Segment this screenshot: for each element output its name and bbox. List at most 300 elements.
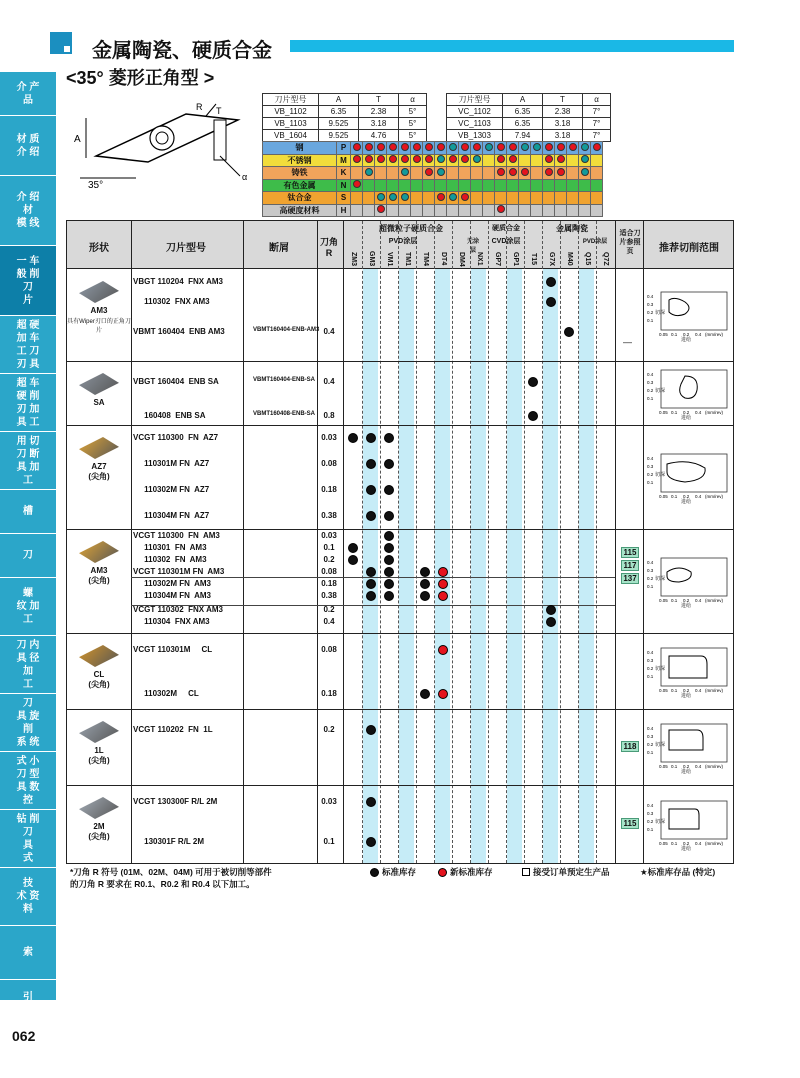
corner-radius: 0.03 (321, 797, 337, 806)
chart-xtick: 0.1 (671, 332, 678, 337)
material-cell (519, 192, 531, 205)
dim-cell: VB_1604 (263, 130, 319, 142)
grade-header: ZM3 (350, 252, 357, 266)
corner-radius: 0.2 (323, 555, 335, 564)
material-cell (447, 142, 459, 155)
stock-dot-icon (420, 591, 430, 601)
chart-xtick: 0.05 (659, 688, 668, 693)
ref-page-badge[interactable]: 118 (621, 741, 639, 752)
red-dot-icon (365, 143, 373, 151)
chart-ytick: 0.4 (647, 803, 654, 808)
material-cell (471, 192, 483, 205)
material-cell (543, 179, 555, 192)
chart-ytick: 0.3 (647, 464, 654, 469)
sidebar-tab[interactable]: 材 质 介 绍 (0, 116, 56, 176)
chart-ytick: 0.2 (647, 472, 654, 477)
table-row[interactable] (67, 591, 733, 603)
material-cell (495, 192, 507, 205)
material-row (263, 154, 603, 167)
material-cell (555, 204, 567, 217)
insert-code: VCGT 110202 FN 1L (133, 725, 213, 734)
material-cell (531, 192, 543, 205)
stock-dot-icon (366, 591, 376, 601)
chart-xtick: 0.2 (683, 598, 690, 603)
dimension-table-vc (446, 93, 611, 142)
dim-cell: 6.35 (503, 118, 543, 130)
sidebar-tab[interactable]: 槽 (0, 490, 56, 534)
table-row[interactable] (67, 433, 733, 445)
chart-xtick: 0.05 (659, 764, 668, 769)
square-icon (522, 868, 530, 876)
chart-xlabel: 进给 (681, 693, 692, 698)
material-cell (483, 179, 495, 192)
material-cell (555, 167, 567, 180)
insert-shape-label: AZ7 (尖角) (88, 462, 110, 481)
teal-dot-icon (449, 193, 457, 201)
red-dot-icon (353, 143, 361, 151)
grade-header: TM4 (422, 252, 429, 266)
material-cell (447, 204, 459, 217)
material-cell (591, 204, 603, 217)
sidebar-tab[interactable]: 一 车 般 削 刀 片 (0, 246, 56, 316)
material-cell (507, 179, 519, 192)
grade-header: Q15 (584, 252, 591, 266)
table-row[interactable] (67, 327, 733, 339)
chart-ytick: 0.2 (647, 576, 654, 581)
chart-xtick: 0.4 (695, 410, 702, 415)
cutting-range-chart (645, 366, 731, 420)
material-cell (363, 142, 375, 155)
workpiece-material-table (262, 141, 603, 217)
section-divider (67, 361, 733, 362)
teal-dot-icon (581, 143, 589, 151)
material-cell (483, 204, 495, 217)
new-stock-dot-icon (438, 591, 448, 601)
material-cell (423, 179, 435, 192)
chart-ytick: 0.1 (647, 584, 654, 589)
chart-xtick: 0.1 (671, 764, 678, 769)
table-row[interactable] (67, 725, 733, 737)
drawing-angle-label: 35° (88, 180, 104, 191)
teal-dot-icon (377, 193, 385, 201)
legend-order (522, 866, 610, 878)
header-cermet-group: 金属陶瓷 (556, 224, 588, 233)
teal-dot-icon (401, 168, 409, 176)
chart-xtick: 0.4 (695, 494, 702, 499)
material-cell (495, 179, 507, 192)
footnote (70, 866, 272, 890)
chart-xlabel: 进给 (681, 415, 692, 420)
header-cermet-pvd-group: PVD涂层 (582, 239, 608, 245)
corner-radius: 0.2 (323, 605, 335, 614)
material-cell (351, 142, 363, 155)
material-cell (519, 204, 531, 217)
ref-page-dash: — (623, 337, 632, 347)
chart-xtick: 0.4 (695, 598, 702, 603)
red-dot-icon (389, 143, 397, 151)
grade-header: DT4 (440, 252, 447, 266)
sidebar-tab[interactable]: 介 绍 材 模 线 (0, 176, 56, 246)
material-cell (399, 204, 411, 217)
dim-cell: 2.38 (543, 106, 583, 118)
corner-radius: 0.4 (323, 377, 335, 386)
dim-header: α (399, 94, 427, 106)
stock-dot-icon (366, 579, 376, 589)
chart-ytick: 0.1 (647, 827, 654, 832)
red-dot-icon (461, 143, 469, 151)
chart-ylabel: 切深 (655, 576, 666, 582)
sidebar-tab[interactable]: 索 (0, 926, 56, 980)
dim-cell: 5° (399, 118, 427, 130)
material-cell (555, 154, 567, 167)
red-dot-icon (438, 868, 447, 877)
subgroup-divider (131, 577, 615, 578)
material-cell (483, 142, 495, 155)
grade-header: G7X (548, 251, 555, 266)
material-cell (387, 179, 399, 192)
material-cell (435, 154, 447, 167)
corner-radius: 0.38 (321, 511, 337, 520)
material-cell (447, 154, 459, 167)
stock-dot-icon (546, 617, 556, 627)
sidebar-tab[interactable]: 超 硬 加 车 工 刀 刃 具 (0, 316, 56, 374)
sidebar-tab[interactable]: 刀 内 具 径 加 工 (0, 636, 56, 694)
table-row[interactable] (67, 459, 733, 471)
teal-dot-icon (401, 193, 409, 201)
insert-code: 110302M FN AZ7 (133, 485, 210, 494)
material-cell (423, 142, 435, 155)
chart-unit: (mm/rev) (705, 841, 723, 846)
corner-radius: 0.8 (323, 411, 335, 420)
breaker-code: VBMT160404-ENB-AM3 (253, 327, 320, 333)
sidebar-tab[interactable]: 引 (0, 980, 56, 1016)
material-cell (399, 154, 411, 167)
grade-header: GP1 (512, 251, 519, 266)
teal-dot-icon (581, 155, 589, 163)
teal-dot-icon (473, 155, 481, 163)
chart-ytick: 0.1 (647, 396, 654, 401)
chart-ytick: 0.2 (647, 310, 654, 315)
insert-code: VBMT 160404 ENB AM3 (133, 327, 225, 336)
corner-radius: 0.38 (321, 591, 337, 600)
chart-ytick: 0.3 (647, 811, 654, 816)
sidebar (0, 72, 56, 1003)
dim-header: 刀片型号 (447, 94, 503, 106)
sidebar-tab[interactable]: 刀 具 旋 削 系 统 (0, 694, 56, 752)
red-dot-icon (557, 155, 565, 163)
material-cell (351, 154, 363, 167)
title-marker-inner (62, 44, 72, 54)
chart-ytick: 0.1 (647, 674, 654, 679)
material-cell (567, 179, 579, 192)
red-dot-icon (461, 193, 469, 201)
header-chart: 推荐切削范围 (659, 243, 719, 254)
chart-xtick: 0.2 (683, 410, 690, 415)
chart-unit: (mm/rev) (705, 494, 723, 499)
red-dot-icon (497, 155, 505, 163)
red-dot-icon (473, 143, 481, 151)
material-cell (579, 204, 591, 217)
legend-order-label: 接受订单预定生产品 (533, 867, 610, 877)
material-cell (447, 179, 459, 192)
sidebar-tab[interactable]: 介 产 品 (0, 72, 56, 116)
material-cell (543, 142, 555, 155)
chart-xtick: 0.1 (671, 598, 678, 603)
chart-ytick: 0.1 (647, 318, 654, 323)
material-label: 钢 (263, 142, 337, 155)
table-row[interactable] (67, 297, 733, 309)
stock-dot-icon (366, 511, 376, 521)
dim-cell: 7° (583, 106, 611, 118)
material-cell (591, 192, 603, 205)
red-dot-icon (545, 143, 553, 151)
chart-ytick: 0.4 (647, 372, 654, 377)
footnote-line-1: *刀角 R 符号 (01M、02M、04M) 可用于被切削等部件 (70, 867, 272, 877)
stock-dot-icon (384, 555, 394, 565)
table-row[interactable] (67, 797, 733, 809)
teal-dot-icon (581, 168, 589, 176)
dim-cell: 6.35 (319, 106, 359, 118)
insert-shape-label: 2M (尖角) (88, 822, 110, 841)
stock-dot-icon (546, 277, 556, 287)
corner-radius: 0.03 (321, 433, 337, 442)
stock-dot-icon (348, 543, 358, 553)
table-row[interactable] (67, 485, 733, 497)
sidebar-tab[interactable]: 刀 (0, 534, 56, 578)
table-row[interactable] (67, 837, 733, 849)
table-row[interactable] (67, 411, 733, 423)
red-dot-icon (425, 143, 433, 151)
sidebar-tab[interactable]: 钻 削 刀 具 式 (0, 810, 56, 868)
material-cell (375, 204, 387, 217)
material-code: N (337, 179, 351, 192)
drawing-t-label: T (216, 106, 222, 116)
dim-cell: VC_1103 (447, 118, 503, 130)
chart-xtick: 0.1 (671, 841, 678, 846)
material-cell (507, 192, 519, 205)
table-row[interactable] (67, 531, 733, 543)
stock-dot-icon (348, 433, 358, 443)
material-cell (579, 154, 591, 167)
ref-page-badge[interactable]: 117 (621, 560, 639, 571)
chart-xlabel: 进给 (681, 603, 692, 608)
section-divider (67, 709, 733, 710)
material-cell (399, 192, 411, 205)
sidebar-tab[interactable]: 超 车 硬 削 刃 加 具 工 (0, 374, 56, 432)
stock-dot-icon (366, 837, 376, 847)
material-cell (459, 204, 471, 217)
chart-xtick: 0.2 (683, 764, 690, 769)
table-row[interactable] (67, 617, 733, 629)
material-cell (387, 192, 399, 205)
dim-cell: 3.18 (359, 118, 399, 130)
material-cell (411, 204, 423, 217)
sidebar-tab[interactable]: 式 小 刀 型 具 数 控 (0, 752, 56, 810)
insert-code: 160408 ENB SA (133, 411, 206, 420)
chart-ytick: 0.2 (647, 666, 654, 671)
insert-code: VCGT 110302 FNX AM3 (133, 605, 223, 614)
material-cell (411, 142, 423, 155)
red-dot-icon (437, 193, 445, 201)
sidebar-tab[interactable]: 用 切 刀 断 具 加 工 (0, 432, 56, 490)
material-cell (495, 142, 507, 155)
material-cell (519, 154, 531, 167)
material-cell (423, 192, 435, 205)
subgroup-divider (131, 605, 615, 606)
dim-cell: 7.94 (503, 130, 543, 142)
teal-dot-icon (437, 155, 445, 163)
material-cell (375, 167, 387, 180)
teal-dot-icon (533, 143, 541, 151)
material-cell (375, 154, 387, 167)
material-cell (483, 167, 495, 180)
sidebar-tab[interactable]: 技 术 资 料 (0, 868, 56, 926)
dim-cell: VB_1303 (447, 130, 503, 142)
chart-ylabel: 切深 (655, 388, 666, 394)
insert-shape-label: SA (93, 398, 105, 407)
chart-xtick: 0.05 (659, 841, 668, 846)
material-cell (471, 142, 483, 155)
red-dot-icon (401, 143, 409, 151)
material-cell (531, 142, 543, 155)
section-divider (67, 633, 733, 634)
stock-dot-icon (348, 555, 358, 565)
drawing-r-label: R (196, 102, 203, 112)
material-cell (423, 167, 435, 180)
header-breaker: 断屑 (269, 243, 289, 254)
section-divider (67, 785, 733, 786)
page-subtitle: <35° 菱形正角型 > (66, 68, 215, 88)
red-dot-icon (497, 143, 505, 151)
table-row[interactable] (67, 511, 733, 523)
legend-standard (370, 866, 416, 878)
stock-dot-icon (384, 579, 394, 589)
chart-xtick: 0.2 (683, 494, 690, 499)
stock-dot-icon (546, 297, 556, 307)
material-code: H (337, 204, 351, 217)
chart-ylabel: 切深 (655, 742, 666, 748)
sidebar-tab[interactable]: 螺 纹 加 工 (0, 578, 56, 636)
chart-xtick: 0.05 (659, 410, 668, 415)
chart-ytick: 0.4 (647, 726, 654, 731)
red-dot-icon (509, 168, 517, 176)
insert-code: VCGT 110300 FN AM3 (133, 531, 220, 540)
table-row[interactable] (67, 645, 733, 657)
red-dot-icon (449, 155, 457, 163)
insert-dimension-drawing (66, 96, 258, 216)
new-stock-dot-icon (438, 645, 448, 655)
material-cell (507, 167, 519, 180)
chart-ytick: 0.2 (647, 819, 654, 824)
material-cell (471, 204, 483, 217)
material-label: 钛合金 (263, 192, 337, 205)
red-dot-icon (557, 168, 565, 176)
corner-radius: 0.2 (323, 725, 335, 734)
red-dot-icon (569, 143, 577, 151)
red-dot-icon (377, 205, 385, 213)
dim-cell: 7° (583, 130, 611, 142)
material-cell (459, 142, 471, 155)
material-code: S (337, 192, 351, 205)
page-number: 062 (12, 1028, 36, 1044)
material-cell (387, 142, 399, 155)
red-dot-icon (353, 155, 361, 163)
table-row[interactable] (67, 605, 733, 617)
header-bare-group: 无涂层 (466, 239, 479, 254)
table-row[interactable] (67, 689, 733, 701)
new-stock-dot-icon (438, 689, 448, 699)
material-cell (531, 154, 543, 167)
table-row[interactable] (67, 277, 733, 289)
chart-ylabel: 切深 (655, 819, 666, 825)
teal-dot-icon (437, 168, 445, 176)
corner-radius: 0.08 (321, 645, 337, 654)
material-label: 高硬度材料 (263, 204, 337, 217)
teal-dot-icon (389, 193, 397, 201)
dim-header: α (583, 94, 611, 106)
red-dot-icon (425, 155, 433, 163)
red-dot-icon (509, 143, 517, 151)
material-cell (399, 179, 411, 192)
material-cell (423, 204, 435, 217)
teal-dot-icon (449, 143, 457, 151)
chart-xlabel: 进给 (681, 769, 692, 774)
stock-dot-icon (366, 433, 376, 443)
insert-code: VCGT 110300 FN AZ7 (133, 433, 219, 442)
material-cell (411, 154, 423, 167)
chart-ytick: 0.2 (647, 742, 654, 747)
material-cell (567, 192, 579, 205)
dim-header: A (319, 94, 359, 106)
insert-code: 110304M FN AZ7 (133, 511, 210, 520)
breaker-code: VBMT160408-ENB-SA (253, 411, 316, 417)
material-cell (351, 204, 363, 217)
chart-ylabel: 切深 (655, 310, 666, 316)
material-cell (591, 154, 603, 167)
new-stock-dot-icon (438, 567, 448, 577)
insert-code: 110301 FN AM3 (133, 543, 207, 552)
page-title: 金属陶瓷、硬质合金 (92, 40, 272, 62)
material-cell (435, 192, 447, 205)
red-dot-icon (545, 168, 553, 176)
chart-xtick: 0.4 (695, 332, 702, 337)
stock-dot-icon (366, 797, 376, 807)
red-dot-icon (425, 168, 433, 176)
insert-shape-note: 具有Wiper刃口的正角刀片 (67, 319, 131, 334)
insert-code: 110304 FNX AM3 (133, 617, 210, 626)
ref-page-badge[interactable]: 115 (621, 547, 639, 558)
material-cell (435, 167, 447, 180)
header-ref: 适合刀片参照页 (619, 230, 641, 255)
material-cell (471, 179, 483, 192)
material-cell (363, 192, 375, 205)
dim-cell: 9.525 (319, 130, 359, 142)
ref-page-badge[interactable]: 115 (621, 818, 639, 829)
chart-ytick: 0.1 (647, 750, 654, 755)
cutting-range-chart (645, 288, 731, 342)
chart-ytick: 0.4 (647, 456, 654, 461)
material-code: M (337, 154, 351, 167)
table-row[interactable] (67, 377, 733, 389)
chart-unit: (mm/rev) (705, 410, 723, 415)
dim-cell: 6.35 (503, 106, 543, 118)
stock-dot-icon (384, 485, 394, 495)
material-cell (543, 154, 555, 167)
material-cell (375, 179, 387, 192)
material-cell (591, 167, 603, 180)
ref-page-badge[interactable]: 137 (621, 573, 639, 584)
material-cell (567, 167, 579, 180)
